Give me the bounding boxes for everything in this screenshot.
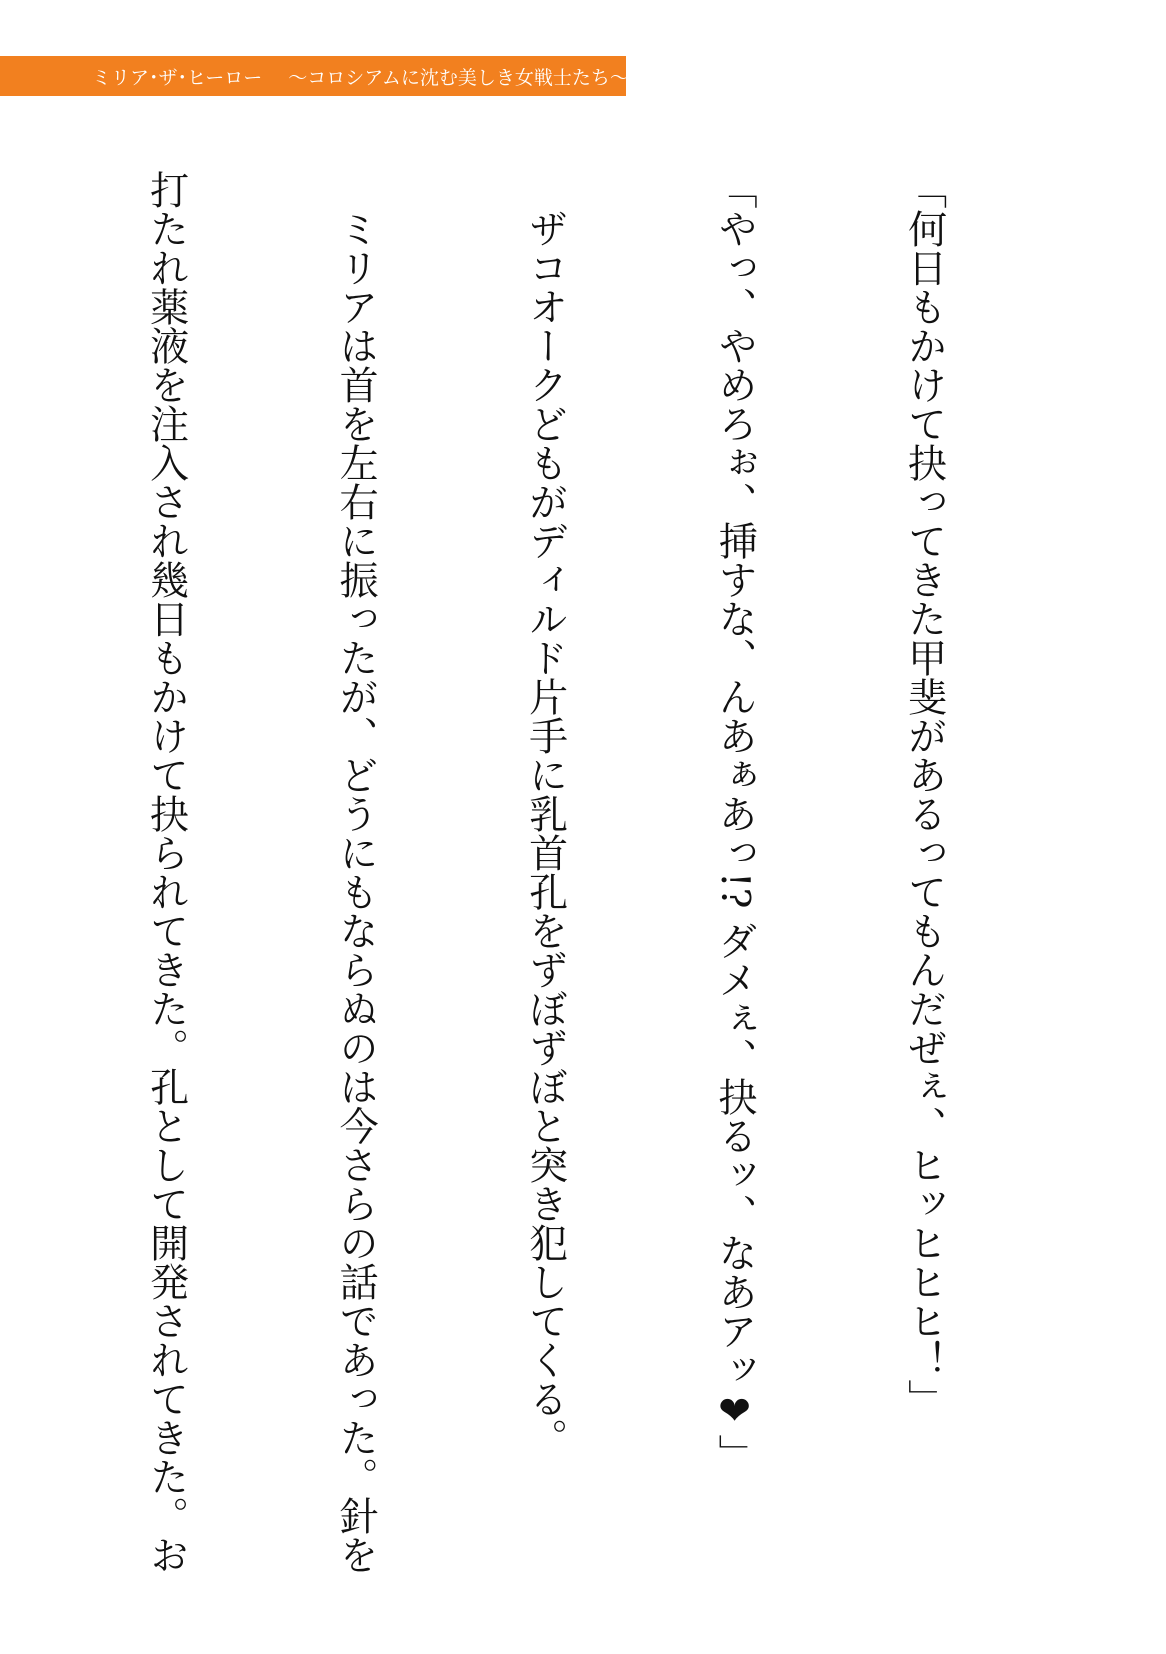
book-subtitle: ～コロシアムに沈む美しき女戦士たち～ <box>288 66 629 89</box>
text-line: 「やっ、やめろぉ、挿すな、んあぁあっ!? ダメぇ、抉るッ、なあアッ❤」 <box>712 170 758 1473</box>
text-line: 「何日もかけて抉ってきた甲斐があるってもんだぜぇ、ヒッヒヒヒ！」 <box>901 170 947 1418</box>
vertical-body-text <box>0 170 1082 1574</box>
running-header <box>0 56 629 96</box>
text-line: 打たれ薬液を注入され幾日もかけて抉られてきた。孔として開発されてきた。お <box>143 170 189 1574</box>
text-line <box>0 170 8 1570</box>
text-line: ザコオークどもがディルド片手に乳首孔をずぼずぼと突き犯してくる。 <box>522 170 568 1457</box>
book-title: ミリア･ザ･ヒーロー <box>92 66 263 89</box>
text-line: ミリアは首を左右に振ったが、どうにもならぬのは今さらの話であった。針を <box>333 170 379 1574</box>
